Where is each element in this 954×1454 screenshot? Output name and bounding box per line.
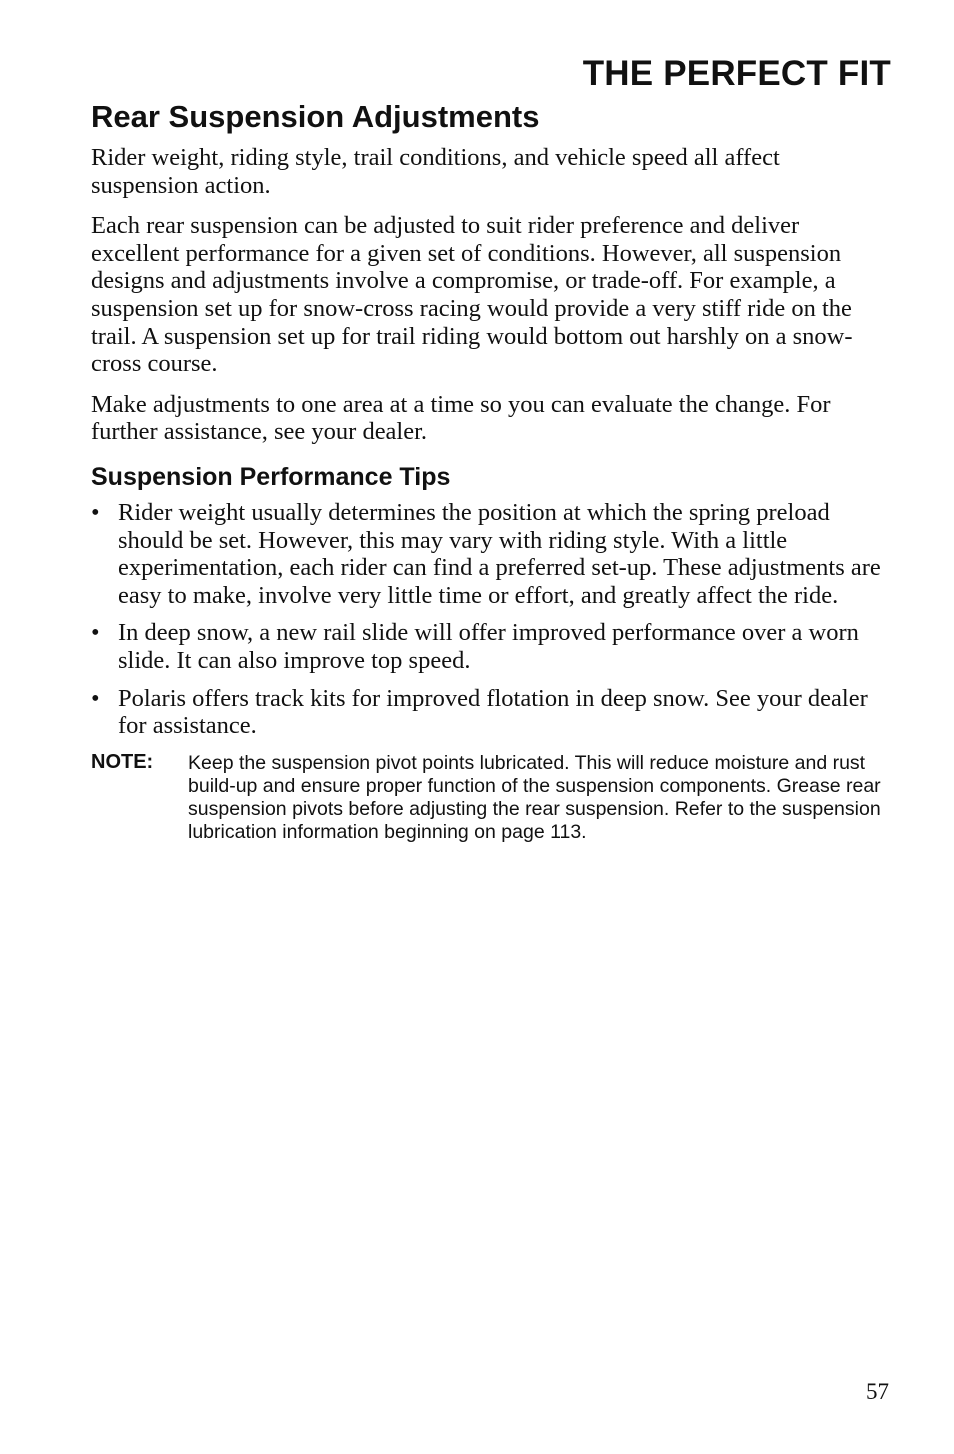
tip-text: Rider weight usually determines the position at which the spring preload should be set. However, this may vary with riding style. With a little experimentation, each rider can find a preferred set-up. These adjustments are easy to make, involve very little time or effort, and greatly affect the ride. [118,498,881,609]
tip-text: In deep snow, a new rail slide will offer improved performance over a worn slide. It can also improve top speed. [118,619,859,674]
list-item [91,685,891,740]
tips-heading: Suspension Performance Tips [91,462,451,491]
bullet-icon: • [91,498,100,526]
tips-list [91,499,891,740]
page-title: Rear Suspension Adjustments [91,99,540,134]
tip-text: Polaris offers track kits for improved flotation in deep snow. See your dealer for assistance. [118,684,868,740]
page-number: 57 [866,1379,889,1404]
list-item [91,499,891,609]
intro-paragraph: Rider weight, riding style, trail conditions, and vehicle speed all affect suspension action. [91,144,780,199]
note-block [91,752,891,845]
adjustment-paragraph: Each rear suspension can be adjusted to suit rider preference and deliver excellent performance for a given set of conditions. However, all suspension designs and adjustments involve a compromise, or trade-off. For example, a suspension set up for snow-cross racing would provide a very stiff ride on the trail. A suspension set up for trail riding would bottom out harshly on a snow-cross course. [91,212,853,378]
manual-page [91,0,891,1454]
note-text: Keep the suspension pivot points lubricated. This will reduce moisture and rust build-up and ensure proper function of the suspension components. Grease rear suspension pivots before adjusting the rear suspension. Refer to the suspension lubrication information beginning on page 113. [188,751,881,844]
page-content [91,98,891,845]
dealer-paragraph: Make adjustments to one area at a time so you can evaluate the change. For further assistance, see your dealer. [91,390,831,446]
bullet-icon: • [91,684,100,712]
section-header: THE PERFECT FIT [582,54,891,93]
note-label: NOTE: [91,750,154,773]
bullet-icon: • [91,619,100,647]
list-item [91,619,891,674]
